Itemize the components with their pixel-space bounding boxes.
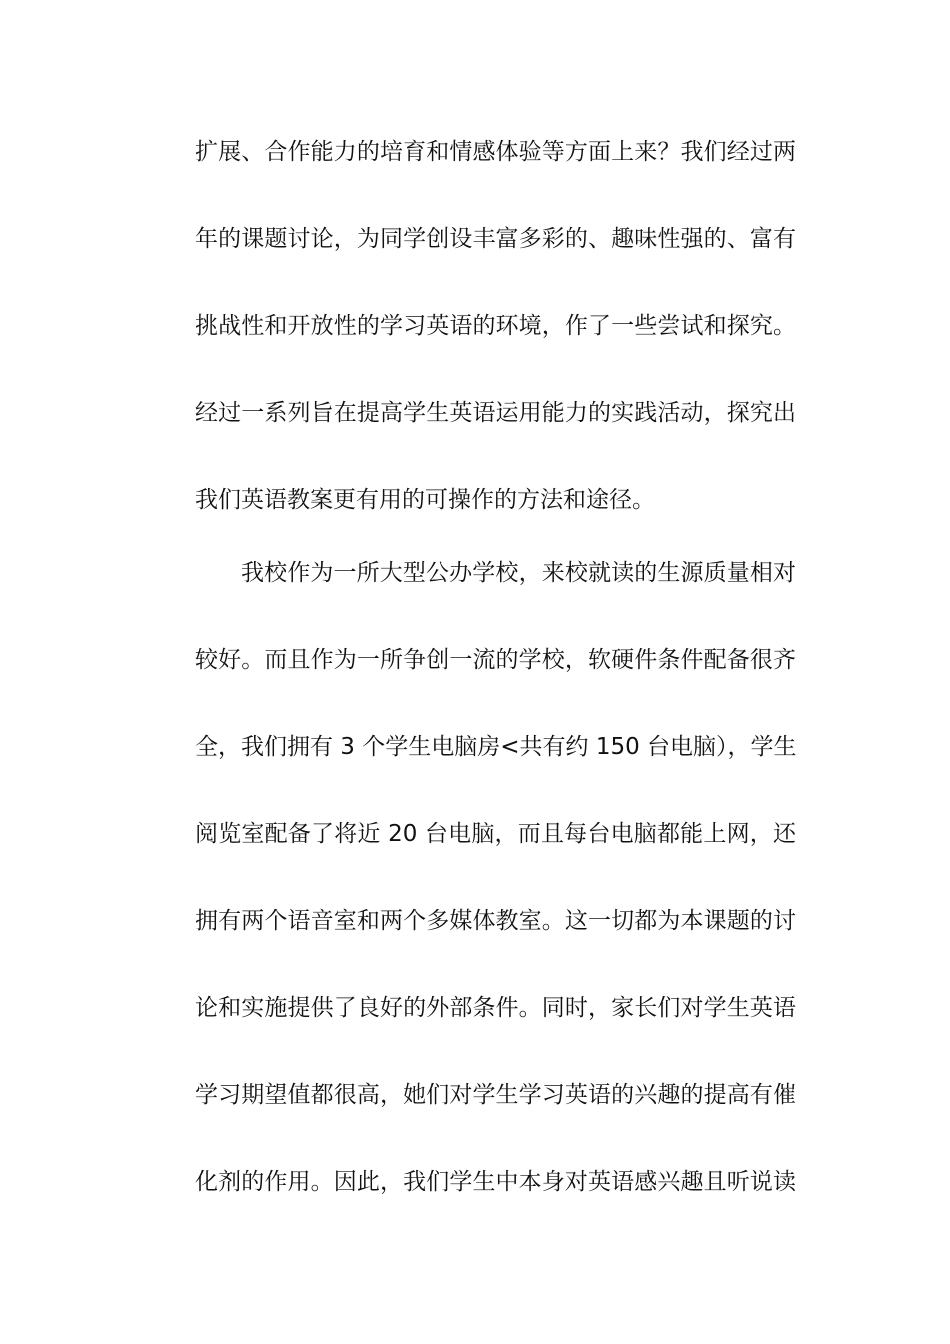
paragraph-1-line-1: 扩展、合作能力的培育和情感体验等方面上来？我们经过两 bbox=[195, 139, 796, 165]
paragraph-1-line-2: 年的课题讨论，为同学创设丰富多彩的、趣味性强的、富有 bbox=[195, 226, 796, 252]
paragraph-2-line-2: 较好。而且作为一所争创一流的学校，软硬件条件配备很齐 bbox=[195, 647, 796, 673]
paragraph-1-line-5: 我们英语教案更有用的可操作的方法和途径。 bbox=[195, 487, 655, 513]
paragraph-2-line-5: 拥有两个语音室和两个多媒体教室。这一切都为本课题的讨 bbox=[195, 908, 796, 934]
paragraph-2-line-3: 全，我们拥有 3 个学生电脑房<共有约 150 台电脑），学生 bbox=[195, 734, 797, 760]
paragraph-2-line-4: 阅览室配备了将近 20 台电脑，而且每台电脑都能上网，还 bbox=[195, 821, 796, 847]
paragraph-2-line-6: 论和实施提供了良好的外部条件。同时，家长们对学生英语 bbox=[195, 995, 796, 1021]
paragraph-2-line-1: 我校作为一所大型公办学校，来校就读的生源质量相对 bbox=[241, 560, 796, 586]
paragraph-2-line-8: 化剂的作用。因此，我们学生中本身对英语感兴趣且听说读 bbox=[195, 1169, 796, 1195]
paragraph-2-line-7: 学习期望值都很高，她们对学生学习英语的兴趣的提高有催 bbox=[195, 1082, 796, 1108]
paragraph-1-line-3: 挑战性和开放性的学习英语的环境，作了一些尝试和探究。 bbox=[195, 313, 796, 339]
paragraph-1-line-4: 经过一系列旨在提高学生英语运用能力的实践活动，探究出 bbox=[195, 400, 796, 426]
